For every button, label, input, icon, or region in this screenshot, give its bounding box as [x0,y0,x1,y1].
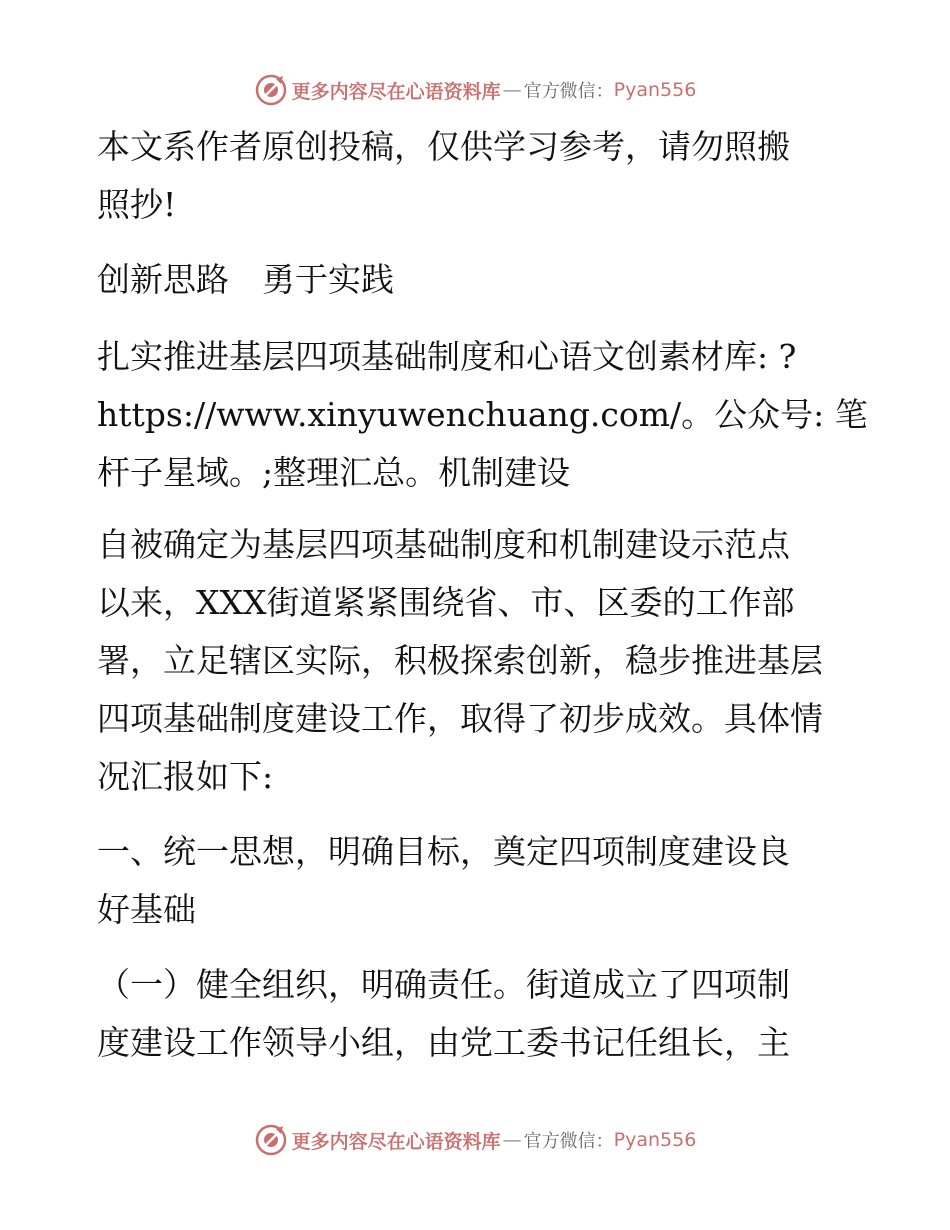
footer-watermark [0,1120,950,1160]
text-line: （一）健全组织，明确责任。街道成立了四项制 [97,965,790,1004]
logo-icon [254,1123,288,1157]
text-line: 况汇报如下: [97,757,274,796]
text-line: 一、统一思想，明确目标，奠定四项制度建设良 [97,832,790,871]
text-line: 四项基础制度建设工作，取得了初步成效。具体情 [97,699,823,738]
text-line: 扎实推进基层四项基础制度和心语文创素材库: ? [97,337,797,376]
paragraph [97,823,853,939]
watermark-sub-text: 官方微信： [523,81,614,102]
paragraph [97,118,853,234]
text-line: 自被确定为基层四项基础制度和机制建设示范点 [97,525,790,564]
header-watermark [0,70,950,110]
paragraph [97,956,853,1072]
text-line: 本文系作者原创投稿，仅供学习参考，请勿照搬 [97,127,790,166]
text-line: 度建设工作领导小组，由党工委书记任组长，主 [97,1023,790,1062]
watermark-dash: — [502,1129,522,1151]
text-line: 创新思路 勇于实践 [97,260,394,299]
watermark-main-text: 更多内容尽在心语资料库 [291,1130,501,1153]
text-line: 署，立足辖区实际，积极探索创新，稳步推进基层 [97,641,823,680]
paragraph [97,516,853,806]
watermark-main-text: 更多内容尽在心语资料库 [291,80,501,103]
watermark-id-text: Pyan556 [613,79,697,101]
paragraph [97,328,868,502]
logo-icon [254,73,288,107]
text-line: https://www.xinyuwenchuang.com/。公众号: 笔 [97,395,868,434]
watermark-sub-text: 官方微信： [523,1131,614,1152]
watermark-id-text: Pyan556 [613,1129,697,1151]
paragraph [97,251,853,309]
text-line: 以来，XXX街道紧紧围绕省、市、区委的工作部 [97,583,795,622]
text-line: 杆子星域。;整理汇总。机制建设 [97,453,571,492]
text-line: 好基础 [97,890,196,929]
watermark-dash: — [502,79,522,101]
text-line: 照抄! [97,185,177,224]
